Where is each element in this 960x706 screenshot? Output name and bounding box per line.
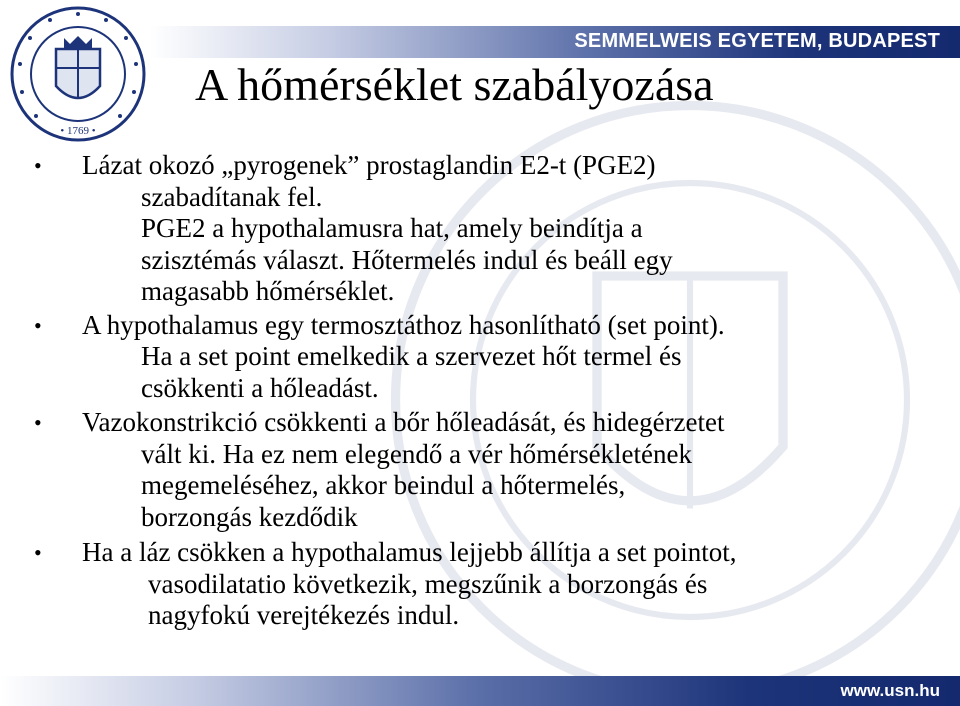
bullet-line: vált ki. Ha ez nem elegendő a vér hőmérsékletének — [141, 438, 693, 469]
bullet-item — [0, 537, 960, 632]
bullet-line: borzongás kezdődik — [141, 501, 358, 532]
bullet-line: vasodilatatio következik, megszűnik a borzongás és — [148, 568, 708, 599]
bullet-line: magasabb hőmérséklet. — [141, 276, 395, 306]
bullet-line: csökkenti a hőleadást. — [141, 372, 379, 403]
bullet-line: Vazokonstrikció csökkenti a bőr hőleadását, és hidegérzetet — [82, 407, 725, 437]
bullet-line: szabadítanak fel. — [141, 181, 323, 212]
bullet-icon: • — [34, 312, 42, 338]
slide-title: A hőmérséklet szabályozása — [195, 59, 714, 110]
bullet-line: megemeléséhez, akkor beindul a hőtermelés, — [141, 470, 626, 500]
bullet-list — [0, 150, 960, 632]
university-seal-logo — [8, 4, 148, 144]
footer-url[interactable]: www.usn.hu — [840, 681, 940, 700]
bullet-icon: • — [34, 410, 42, 435]
bullet-line: Lázat okozó „pyrogenek” prostaglandin E2-t (PGE2) — [82, 150, 656, 180]
bullet-line: szisztémás választ. Hőtermelés indul és beáll egy — [141, 244, 673, 275]
bullet-icon: • — [34, 540, 42, 565]
bullet-line: A hypothalamus egy termosztáthoz hasonlítható (set point). — [82, 309, 725, 340]
bullet-line: PGE2 a hypothalamusra hat, amely beindítja a — [141, 213, 643, 243]
bullet-item — [0, 150, 960, 308]
svg-text:• 1769 •: • 1769 • — [60, 125, 96, 137]
bullet-item — [0, 407, 960, 533]
bullet-line: nagyfokú verejtékezés indul. — [148, 600, 460, 630]
bullet-line: Ha a set point emelkedik a szervezet hőt termel és — [141, 341, 682, 371]
bullet-icon: • — [34, 153, 42, 178]
bullet-item — [0, 310, 960, 405]
institution-name: SEMMELWEIS EGYETEM, BUDAPEST — [574, 30, 940, 52]
bullet-line: Ha a láz csökken a hypothalamus lejjebb állítja a set pointot, — [82, 537, 737, 567]
top-banner — [150, 26, 960, 58]
bottom-banner — [0, 676, 960, 706]
